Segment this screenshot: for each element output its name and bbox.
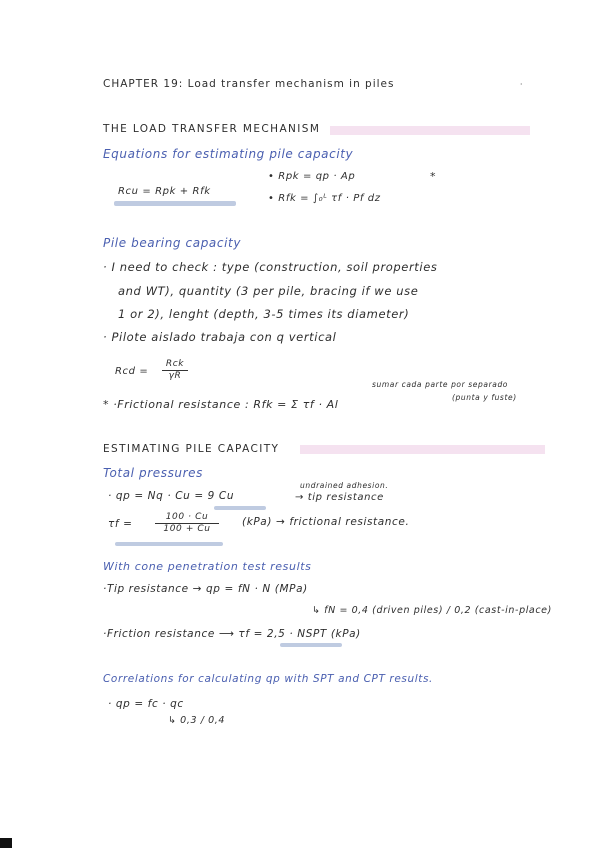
friction-fraction [155, 512, 219, 535]
equation-tip-resistance: • Rpk = qp · Ap [268, 171, 356, 182]
design-capacity-fraction [162, 359, 188, 382]
fraction-denominator: γR [168, 371, 182, 381]
equation-capacity: Rcu = Rpk + Rfk [118, 186, 211, 197]
bearing-line-3: 1 or 2), lenght (depth, 3-5 times its diameter) [118, 307, 410, 321]
note-sum-parts: sumar cada parte por separado [372, 380, 508, 389]
subheading-pile-bearing: Pile bearing capacity [103, 236, 242, 250]
equation-underline [214, 506, 266, 510]
bearing-line-1: · I need to check : type (construction, soil properties [103, 260, 438, 274]
chapter-title: CHAPTER 19: Load transfer mechanism in piles [103, 78, 395, 90]
cpt-tip-resistance: ·Tip resistance → qp = fN · N (MPa) [103, 583, 308, 595]
frictional-resistance-line: * ·Frictional resistance : Rfk = Σ τf · Al [103, 398, 339, 411]
fraction-numerator: 100 · Cu [165, 512, 209, 522]
tip-resistance-equation: · qp = Nq · Cu = 9 Cu [108, 490, 235, 502]
subheading-total-pressures: Total pressures [103, 466, 204, 480]
subheading-equations: Equations for estimating pile capacity [103, 147, 354, 161]
tip-resistance-label: → tip resistance [295, 492, 384, 503]
heading-highlight [300, 445, 545, 454]
spt-friction-resistance: ·Friction resistance ⟶ τf = 2,5 · NSPT (kPa) [103, 628, 361, 640]
cpt-correlation-note: ↳ 0,3 / 0,4 [168, 715, 226, 726]
note-tip-shaft: (punta y fuste) [452, 393, 517, 402]
fraction-denominator: 100 + Cu [163, 524, 211, 534]
bearing-line-4: · Pilote aislado trabaja con q vertical [103, 330, 337, 344]
equation-underline [115, 542, 223, 546]
equation-underline [114, 201, 236, 206]
friction-unit-label: (kPa) → frictional resistance. [242, 516, 410, 528]
section-heading-load-transfer: THE LOAD TRANSFER MECHANISM [103, 123, 321, 135]
cpt-tip-coefficient-note: ↳ fN = 0,4 (driven piles) / 0,2 (cast-in-place) [312, 605, 552, 616]
star-marker: * [430, 170, 437, 183]
cpt-correlation-equation: · qp = fc · qc [108, 698, 184, 710]
subheading-cone-penetration: With cone penetration test results [103, 560, 312, 573]
stray-dot: · [520, 80, 523, 89]
equation-friction-integral: • Rfk = ∫₀ᴸ τf · Pf dz [268, 193, 381, 204]
section-heading-estimating: ESTIMATING PILE CAPACITY [103, 443, 280, 455]
friction-equation-lhs: τf = [108, 518, 133, 530]
fraction-numerator: Rck [165, 359, 185, 369]
design-capacity-lhs: Rcd = [115, 366, 149, 377]
bearing-line-2: and WT), quantity (3 per pile, bracing if we use [118, 284, 419, 298]
subheading-correlations: Correlations for calculating qp with SPT and CPT results. [103, 673, 433, 685]
equation-underline [280, 643, 342, 647]
note-undrained-adhesion: undrained adhesion. [300, 481, 389, 490]
heading-highlight [330, 126, 530, 135]
scan-corner-mark [0, 838, 12, 848]
